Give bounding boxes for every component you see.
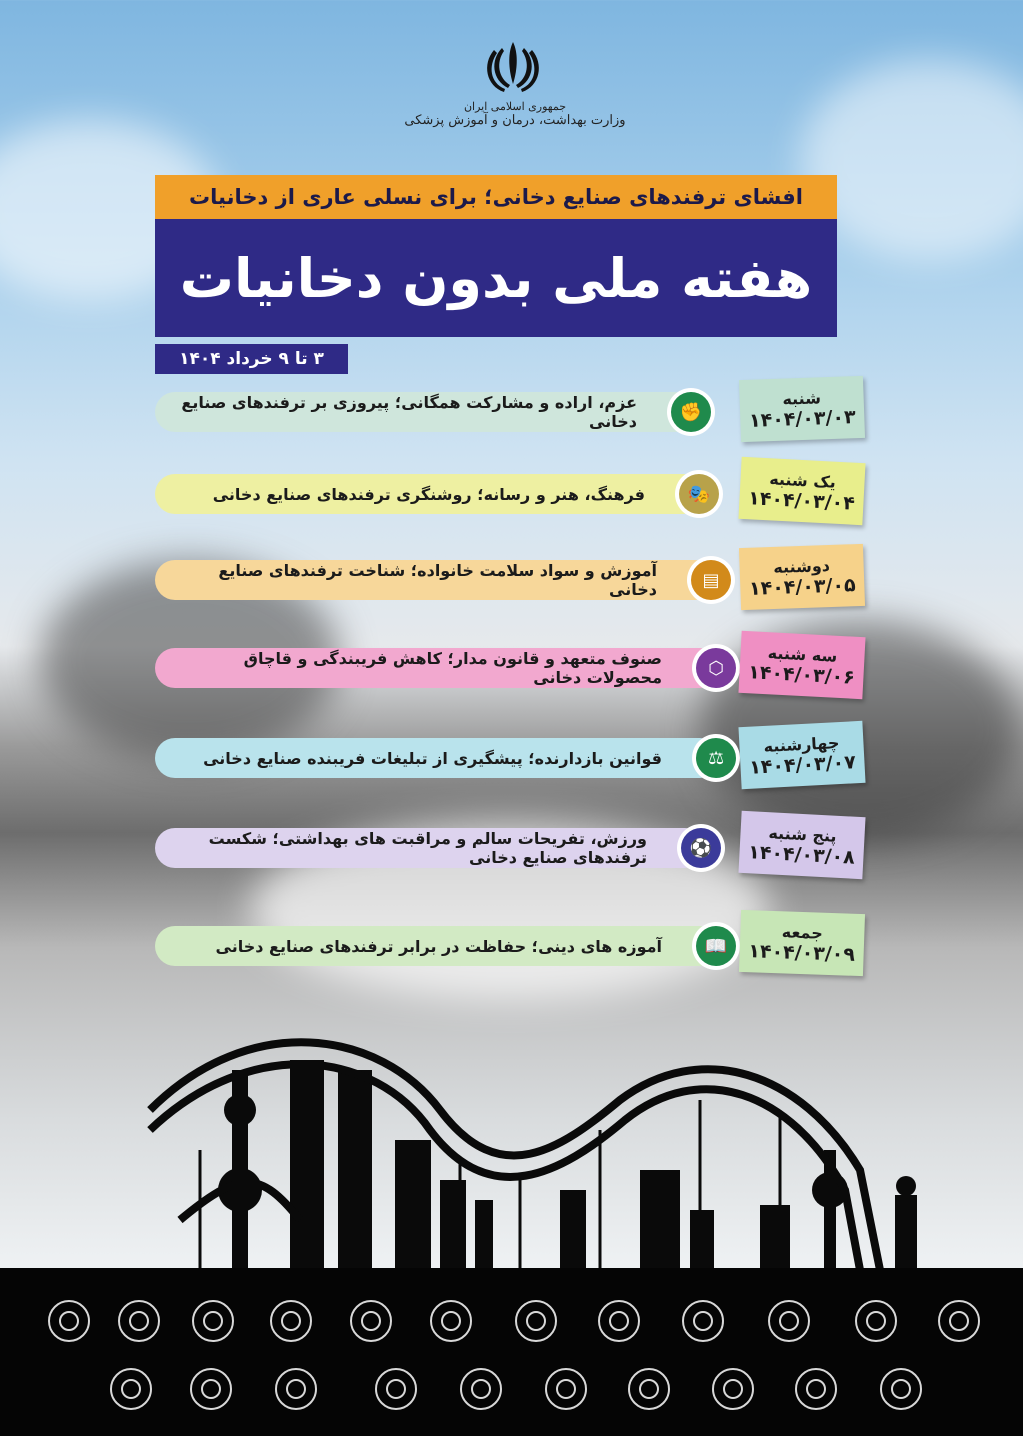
schedule-topic: ورزش، تفریحات سالم و مراقبت های بهداشتی؛ شکست ترفندهای صنایع دخانی [155, 828, 705, 868]
day-sticky-note [738, 631, 865, 699]
sponsor-logo [110, 1368, 152, 1410]
day-date: ۱۴۰۴/۰۳/۰۵ [748, 573, 857, 600]
sponsor-logo [515, 1300, 557, 1342]
schedule-row [155, 392, 703, 436]
campaign-subtitle: افشای ترفندهای صنایع دخانی؛ برای نسلی عاری از دخانیات [155, 175, 837, 219]
schedule-row [155, 560, 720, 604]
schedule-topic: عزم، اراده و مشارکت همگانی؛ پیروزی بر ترفندهای صنایع دخانی [155, 392, 695, 432]
sponsor-logo [270, 1300, 312, 1342]
iran-emblem-icon [480, 38, 546, 96]
ministry-line2: وزارت بهداشت، درمان و آموزش پزشکی [404, 113, 626, 128]
teacher-board-icon: ▤ [687, 556, 735, 604]
schedule-row [155, 474, 711, 518]
schedule-topic: فرهنگ، هنر و رسانه؛ روشنگری ترفندهای صنایع دخانی [155, 474, 703, 514]
schedule-topic: آموزش و سواد سلامت خانواده؛ شناخت ترفندهای صنایع دخانی [155, 560, 715, 600]
sponsor-logo [48, 1300, 90, 1342]
day-name: جمعه [781, 921, 824, 943]
network-icon: ⬡ [692, 644, 740, 692]
schedule-row [155, 926, 728, 970]
hookah-rollercoaster-silhouette [0, 990, 1023, 1270]
schedule-topic: قوانین بازدارنده؛ پیشگیری از تبلیغات فریبنده صنایع دخانی [155, 738, 720, 778]
sponsor-logo [938, 1300, 980, 1342]
day-name: شنبه [782, 387, 822, 409]
day-sticky-note [739, 910, 865, 976]
fist-icon: ✊ [667, 388, 715, 436]
day-name: سه شنبه [767, 642, 838, 666]
sponsor-logo [275, 1368, 317, 1410]
sponsor-logos-footer [0, 1268, 1023, 1436]
sponsor-logo [118, 1300, 160, 1342]
ministry-line1: جمهوری اسلامی ایران [463, 100, 567, 113]
day-name: یک شنبه [768, 468, 837, 492]
quran-icon: 📖 [692, 922, 740, 970]
schedule-row [155, 738, 725, 782]
day-sticky-note [738, 721, 865, 789]
schedule-row [155, 828, 713, 872]
sponsor-logo [375, 1368, 417, 1410]
day-sticky-note [739, 544, 865, 610]
sponsor-logo [768, 1300, 810, 1342]
day-date: ۱۴۰۴/۰۳/۰۴ [747, 486, 856, 515]
ministry-name [400, 100, 630, 128]
sponsor-logo [712, 1368, 754, 1410]
sponsor-logo [598, 1300, 640, 1342]
scales-icon: ⚖ [692, 734, 740, 782]
sponsor-logo [192, 1300, 234, 1342]
day-date: ۱۴۰۴/۰۳/۰۶ [747, 660, 856, 689]
sponsor-logo [880, 1368, 922, 1410]
sponsor-logo [545, 1368, 587, 1410]
schedule-topic: آموزه های دینی؛ حفاظت در برابر ترفندهای صنایع دخانی [155, 926, 720, 966]
sponsor-logo [430, 1300, 472, 1342]
day-name: دوشنبه [772, 555, 831, 577]
day-date: ۱۴۰۴/۰۳/۰۹ [747, 939, 856, 966]
day-sticky-note [738, 457, 865, 525]
day-date: ۱۴۰۴/۰۳/۰۷ [748, 750, 857, 779]
sponsor-logo [795, 1368, 837, 1410]
schedule-topic: صنوف متعهد و قانون مدار؛ کاهش فریبندگی و قاچاق محصولات دخانی [155, 648, 720, 688]
day-sticky-note [738, 811, 865, 879]
sponsor-logo [190, 1368, 232, 1410]
sponsor-logo [855, 1300, 897, 1342]
day-name: چهارشنبه [763, 732, 840, 756]
sponsor-logo [350, 1300, 392, 1342]
date-range: ۳ تا ۹ خرداد ۱۴۰۴ [155, 344, 348, 374]
day-date: ۱۴۰۴/۰۳/۰۸ [747, 840, 856, 869]
soccer-player-icon: ⚽ [677, 824, 725, 872]
day-date: ۱۴۰۴/۰۳/۰۳ [748, 405, 857, 432]
campaign-title: هفته ملی بدون دخانیات [155, 219, 837, 337]
sponsor-logo [460, 1368, 502, 1410]
day-sticky-note [739, 376, 865, 442]
day-name: پنج شنبه [768, 822, 838, 846]
sponsor-logo [628, 1368, 670, 1410]
schedule-row [155, 648, 724, 692]
palette-icon: 🎭 [675, 470, 723, 518]
sponsor-logo [682, 1300, 724, 1342]
